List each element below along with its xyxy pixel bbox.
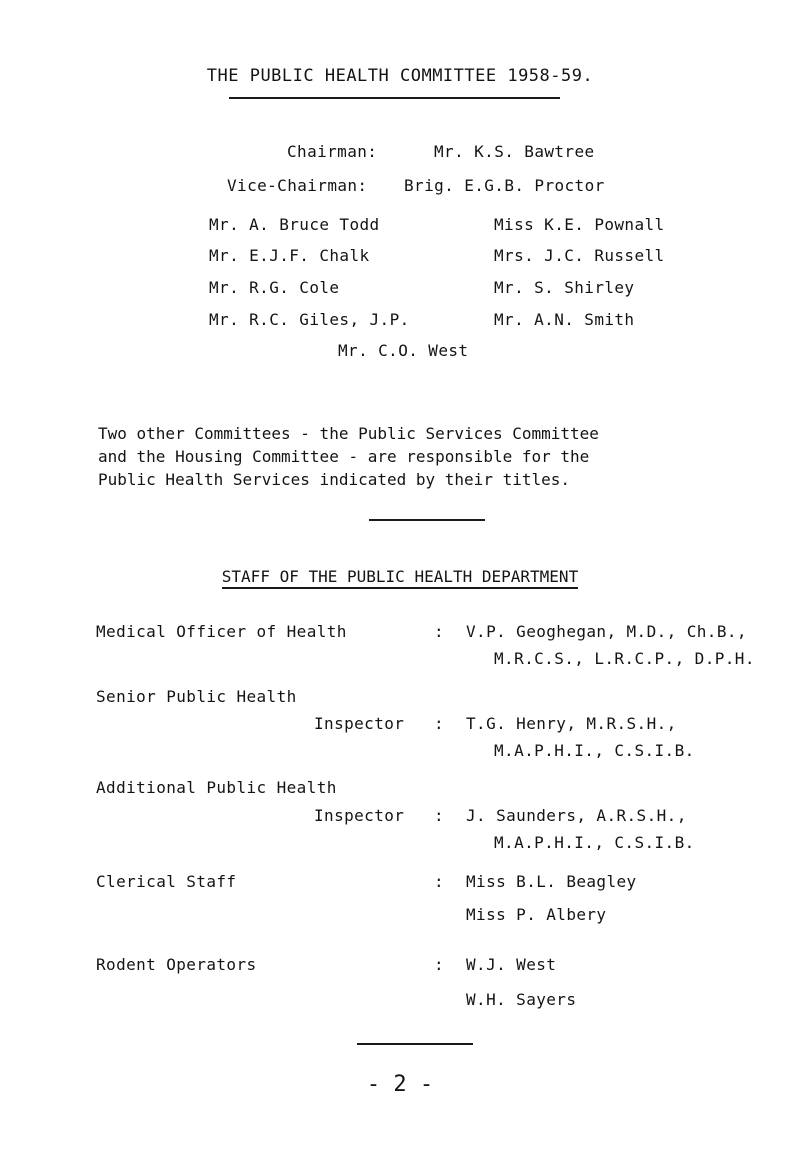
colon-1: : xyxy=(434,622,444,641)
staff-role-clerical: Clerical Staff xyxy=(96,872,237,891)
paragraph-line-3: Public Health Services indicated by their titles. xyxy=(98,470,571,489)
vice-chairman-label: Vice-Chairman: xyxy=(227,176,368,195)
colon-2: : xyxy=(434,714,444,733)
colon-3: : xyxy=(434,806,444,825)
staff-name-4a: Miss B.L. Beagley xyxy=(466,872,637,891)
staff-role-additional-phi-line1: Additional Public Health xyxy=(96,778,337,797)
staff-role-medical-officer: Medical Officer of Health xyxy=(96,622,347,641)
member-center: Mr. C.O. West xyxy=(338,341,469,360)
vice-chairman-name: Brig. E.G.B. Proctor xyxy=(404,176,605,195)
member-left-1: Mr. A. Bruce Todd xyxy=(209,215,380,234)
staff-role-senior-phi-line1: Senior Public Health xyxy=(96,687,297,706)
staff-name-5b: W.H. Sayers xyxy=(466,990,577,1009)
staff-name-1b: M.R.C.S., L.R.C.P., D.P.H. xyxy=(494,649,755,668)
chairman-name: Mr. K.S. Bawtree xyxy=(434,142,595,161)
member-left-4: Mr. R.C. Giles, J.P. xyxy=(209,310,410,329)
staff-name-1a: V.P. Geoghegan, M.D., Ch.B., xyxy=(466,622,747,641)
paragraph-line-2: and the Housing Committee - are responsible for the xyxy=(98,447,590,466)
page-title: THE PUBLIC HEALTH COMMITTEE 1958-59. xyxy=(206,66,594,86)
member-right-1: Miss K.E. Pownall xyxy=(494,215,665,234)
staff-name-2a: T.G. Henry, M.R.S.H., xyxy=(466,714,677,733)
committees-paragraph xyxy=(98,422,738,491)
member-left-3: Mr. R.G. Cole xyxy=(209,278,340,297)
staff-name-3a: J. Saunders, A.R.S.H., xyxy=(466,806,687,825)
colon-5: : xyxy=(434,955,444,974)
staff-name-3b: M.A.P.H.I., C.S.I.B. xyxy=(494,833,695,852)
staff-role-rodent: Rodent Operators xyxy=(96,955,257,974)
staff-heading-text: STAFF OF THE PUBLIC HEALTH DEPARTMENT xyxy=(222,567,578,589)
member-right-3: Mr. S. Shirley xyxy=(494,278,635,297)
staff-role-senior-phi-line2: Inspector xyxy=(314,714,405,733)
title-underline xyxy=(229,97,560,99)
member-right-4: Mr. A.N. Smith xyxy=(494,310,635,329)
page-number: - 2 - xyxy=(366,1072,434,1097)
chairman-label: Chairman: xyxy=(287,142,378,161)
staff-name-4b: Miss P. Albery xyxy=(466,905,607,924)
staff-heading xyxy=(0,567,800,586)
section-divider xyxy=(369,519,485,521)
member-left-2: Mr. E.J.F. Chalk xyxy=(209,246,370,265)
staff-name-5a: W.J. West xyxy=(466,955,557,974)
footer-divider xyxy=(357,1043,473,1045)
staff-name-2b: M.A.P.H.I., C.S.I.B. xyxy=(494,741,695,760)
member-right-2: Mrs. J.C. Russell xyxy=(494,246,665,265)
colon-4: : xyxy=(434,872,444,891)
staff-role-additional-phi-line2: Inspector xyxy=(314,806,405,825)
paragraph-line-1: Two other Committees - the Public Services Committee xyxy=(98,424,599,443)
